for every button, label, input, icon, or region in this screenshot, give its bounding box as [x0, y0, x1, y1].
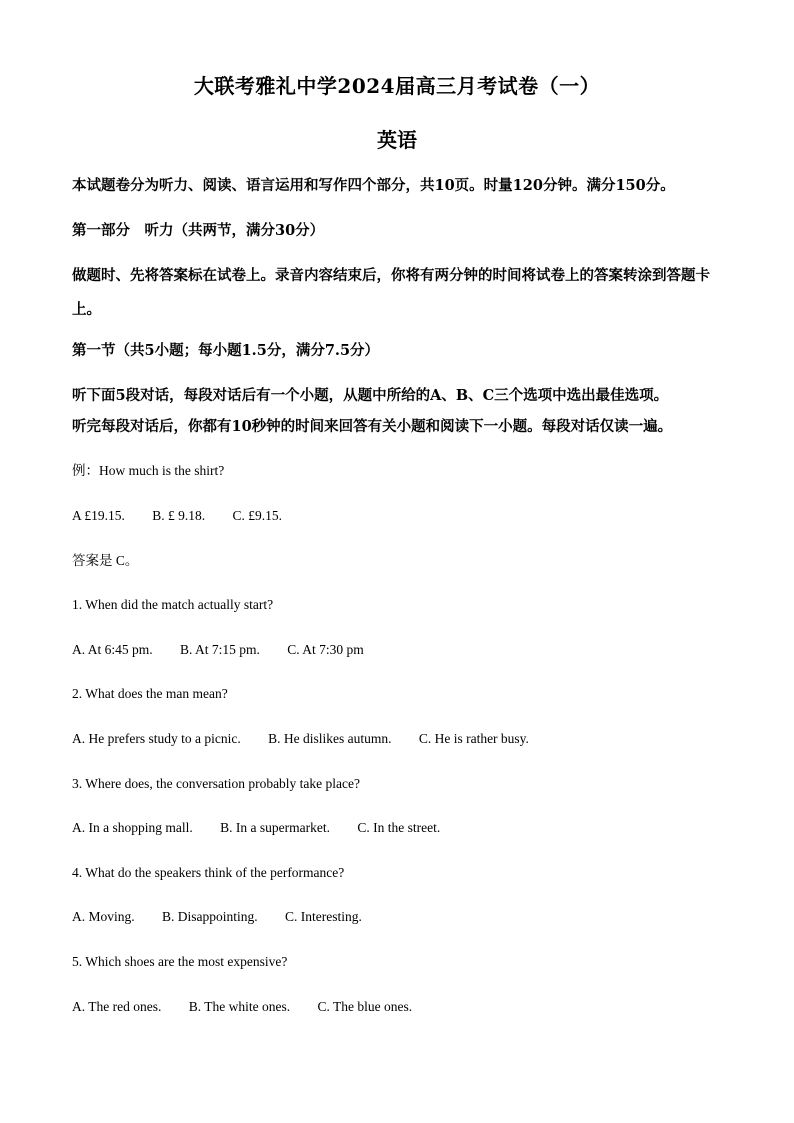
question-1: 1. When did the match actually start? [72, 597, 274, 612]
q4-option-a: A. Moving. [72, 909, 135, 924]
example-question: 例：How much is the shirt? [72, 463, 225, 478]
q2-option-b: B. He dislikes autumn. [268, 731, 392, 746]
q3-option-a: A. In a shopping mall. [72, 820, 193, 835]
question-5-options [72, 997, 436, 1017]
section1-instructions-line1: 听下面5段对话，每段对话后有一个小题，从题中所给的A、B、C三个选项中选出最佳选项。 [72, 387, 669, 404]
section1-instructions-line2: 听完每段对话后，你都有10秒钟的时间来回答有关小题和阅读下一小题。每段对话仅读一遍。 [72, 418, 673, 435]
q4-option-c: C. Interesting. [285, 909, 362, 924]
q1-option-a: A. At 6:45 pm. [72, 642, 153, 657]
question-1-options [72, 640, 388, 660]
q4-option-b: B. Disappointing. [162, 909, 258, 924]
q2-option-c: C. He is rather busy. [418, 731, 529, 746]
q2-option-a: A. He prefers study to a picnic. [72, 731, 241, 746]
part1-instructions: 做题时、先将答案标在试卷上。录音内容结束后，你将有两分钟的时间将试卷上的答案转涂到答题卡上。 [72, 267, 710, 318]
question-3-options [72, 818, 464, 838]
exam-title: 大联考雅礼中学2024届高三月考试卷（一） [193, 74, 601, 98]
question-4: 4. What do the speakers think of the performance? [72, 865, 345, 880]
part1-heading: 第一部分 听力（共两节，满分30分） [72, 222, 325, 239]
q3-option-b: B. In a supermarket. [220, 820, 330, 835]
question-3: 3. Where does, the conversation probably take place? [72, 776, 361, 791]
q5-option-c: C. The blue ones. [317, 999, 413, 1014]
q5-option-a: A. The red ones. [72, 999, 162, 1014]
example-option-c: C. £9.15. [232, 508, 283, 523]
exam-info: 本试题卷分为听力、阅读、语言运用和写作四个部分，共10页。时量120分钟。满分150分。 [72, 177, 675, 194]
q1-option-c: C. At 7:30 pm [287, 642, 364, 657]
q3-option-c: C. In the street. [357, 820, 441, 835]
subject-title: 英语 [377, 128, 417, 152]
question-2: 2. What does the man mean? [72, 686, 228, 701]
section1-heading: 第一节（共5小题；每小题1.5分，满分7.5分） [72, 342, 380, 359]
example-answer: 答案是 C。 [72, 553, 139, 568]
example-options [72, 506, 306, 526]
question-4-options [72, 907, 386, 927]
q5-option-b: B. The white ones. [188, 999, 291, 1014]
example-option-a: A £19.15. [72, 508, 125, 523]
q1-option-b: B. At 7:15 pm. [180, 642, 260, 657]
example-option-b: B. £ 9.18. [152, 508, 206, 523]
question-5: 5. Which shoes are the most expensive? [72, 954, 288, 969]
question-2-options [72, 729, 553, 749]
